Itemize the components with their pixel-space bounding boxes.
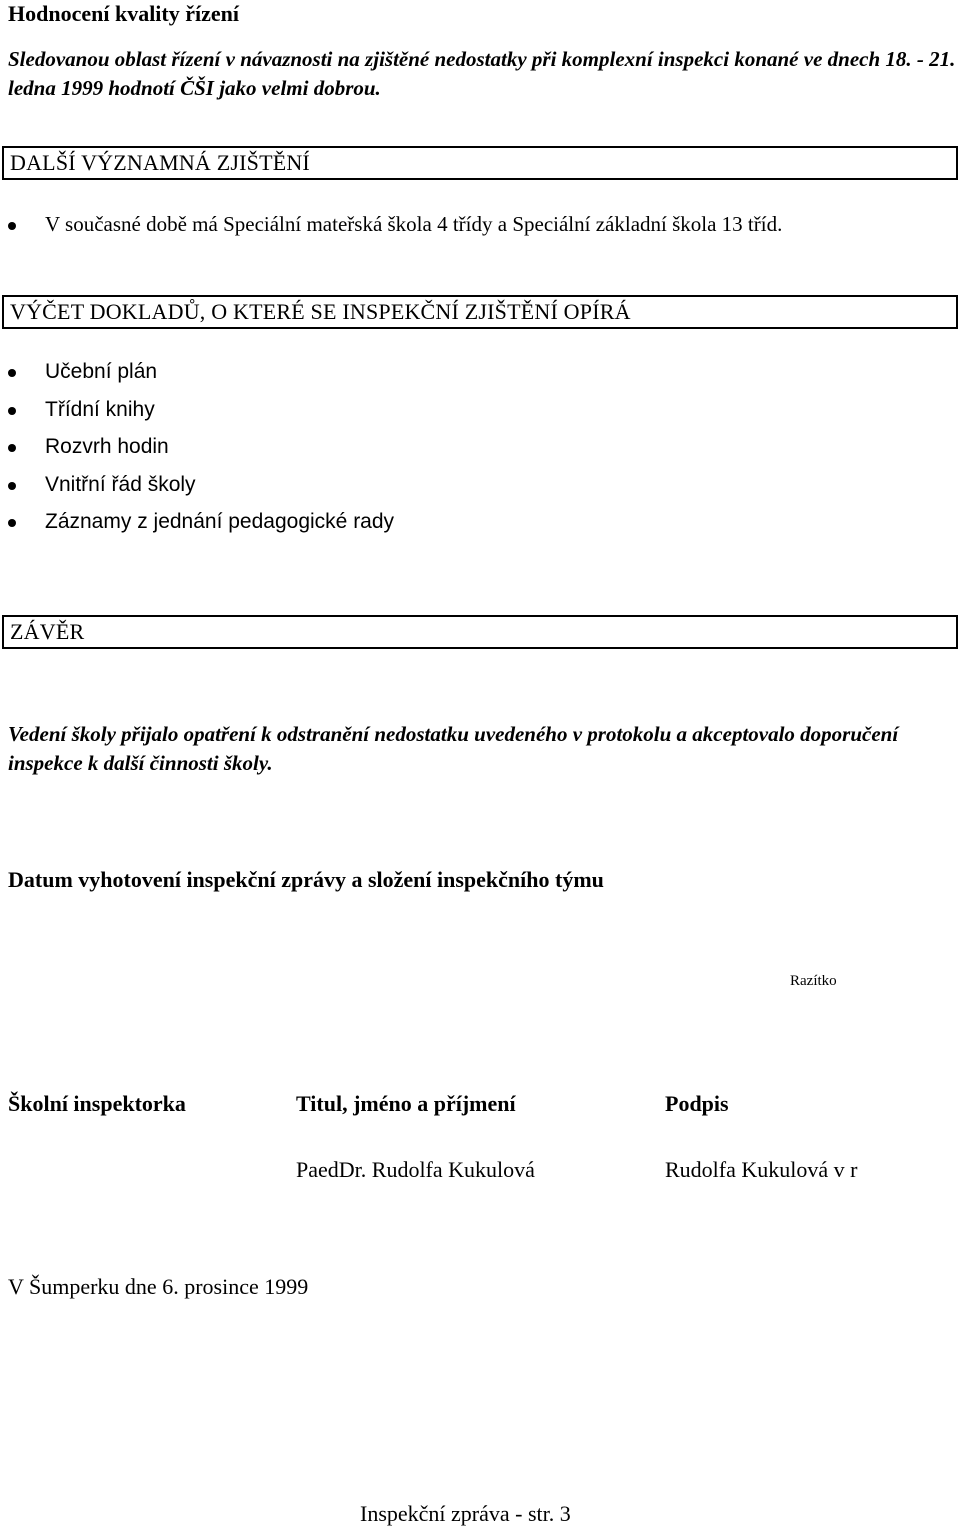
column-name: Titul, jméno a příjmení xyxy=(296,1091,516,1116)
list-item xyxy=(0,428,394,466)
team-heading: Datum vyhotovení inspekční zprávy a složení inspekčního týmu xyxy=(8,867,604,892)
list-item xyxy=(0,391,394,429)
bullet-icon xyxy=(8,369,16,377)
document-item: Vnitřní řád školy xyxy=(45,472,196,496)
bullet-icon xyxy=(8,482,16,490)
document-item: Rozvrh hodin xyxy=(45,435,169,458)
documents-list xyxy=(0,353,394,541)
inspector-signature: Rudolfa Kukulová v r xyxy=(665,1157,858,1182)
document-item: Učební plán xyxy=(45,360,158,383)
inspector-name: PaedDr. Rudolfa Kukulová xyxy=(296,1157,535,1182)
bullet-icon xyxy=(8,222,16,230)
column-signature: Podpis xyxy=(665,1091,729,1116)
document-item: Záznamy z jednání pedagogické rady xyxy=(45,510,395,533)
conclusion-paragraph: Vedení školy přijalo opatření k odstranění nedostatku uvedeného v protokolu a akceptovalo doporučení inspekce k další činnosti školy. xyxy=(8,722,899,775)
bullet-icon xyxy=(8,444,16,452)
section-heading-conclusion: ZÁVĚR xyxy=(2,615,958,649)
list-item xyxy=(0,503,394,541)
section-heading-findings: DALŠÍ VÝZNAMNÁ ZJIŠTĚNÍ xyxy=(2,146,958,180)
place-date: V Šumperku dne 6. prosince 1999 xyxy=(8,1274,309,1299)
list-item xyxy=(0,206,782,244)
bullet-icon xyxy=(8,519,16,527)
page-footer: Inspekční zpráva - str. 3 xyxy=(360,1501,571,1526)
column-role: Školní inspektorka xyxy=(8,1091,186,1116)
section-heading-quality: Hodnocení kvality řízení xyxy=(8,1,239,26)
section-heading-documents: VÝČET DOKLADŮ, O KTERÉ SE INSPEKČNÍ ZJIŠTĚNÍ OPÍRÁ xyxy=(2,295,958,329)
document-item: Třídní knihy xyxy=(45,397,155,421)
list-item xyxy=(0,466,394,504)
finding-text: V současné době má Speciální mateřská škola 4 třídy a Speciální základní škola 13 tříd. xyxy=(45,212,783,236)
stamp-label: Razítko xyxy=(790,973,837,989)
bullet-icon xyxy=(8,407,16,415)
quality-paragraph: Sledovanou oblast řízení v návaznosti na zjištěné nedostatky při komplexní inspekci konané ve dnech 18. - 21. ledna 1999 hodnotí ČŠI jako velmi dobrou. xyxy=(8,47,956,100)
findings-list xyxy=(0,206,782,244)
list-item xyxy=(0,353,394,391)
